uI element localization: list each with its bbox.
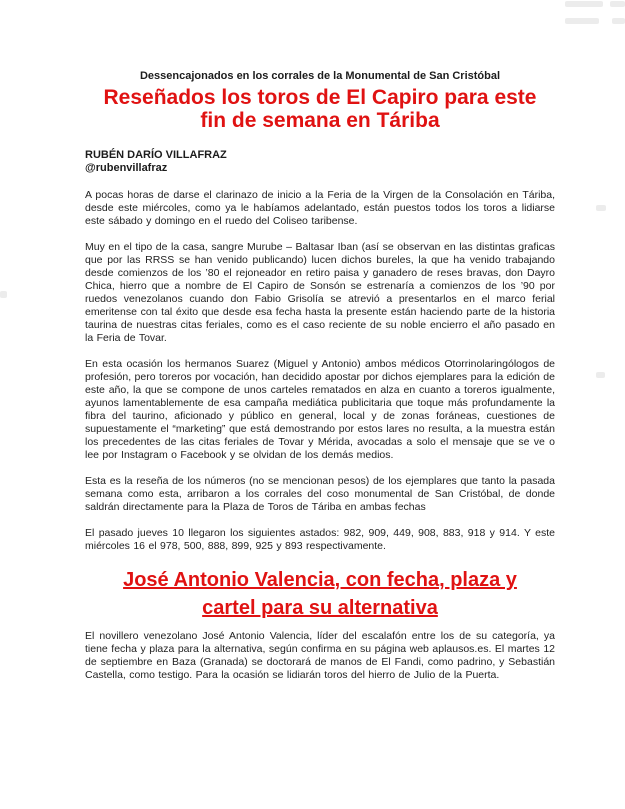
scan-artifact: [610, 1, 625, 7]
paragraph-hermanos-suarez: En esta ocasión los hermanos Suarez (Miguel y Antonio) ambos médicos Otorrinolaringólogos de profesión, pero toreros por vocación, han decidido apostar por dichos ejemplares para la edición de este año, la que se compone de unos carteles rematados en alza en cuanto a toreros igualmente, ayunos lamentablemente de esa campaña mediática publicitaria que toque más profundamente la fibra del taurino, aficionado y público en general, local y de zonas foráneas, cuestiones de supuestamente el “marketing” que está demostrando por estos lares no resulta, a la muestra están los precedentes de las citas feriales de Tovar y Mérida, avocadas a solo el mensaje que se ve o lee por Instagram o Facebook y se olvidan de los demás medios.: [85, 358, 555, 461]
scan-artifact: [0, 291, 7, 298]
author-name: RUBÉN DARÍO VILLAFRAZ: [85, 149, 227, 161]
article-content: [85, 70, 555, 695]
article-title: [85, 86, 555, 132]
subheading-line-2: cartel para su alternativa: [202, 597, 438, 619]
scan-artifact: [565, 18, 599, 24]
subheading-valencia: [85, 566, 555, 622]
scan-artifact: [596, 372, 605, 378]
paragraph-ganaderia-history: Muy en el tipo de la casa, sangre Murube – Baltasar Iban (así se observan en las distintas graficas que por las RRSS se han venido publicando) lucen dichos bureles, la que ha venido trabajando desde comienzos de los ’80 el rejoneador en retiro paisa y ganadero de reses bravas, don Dayro Chica, hierro que a nombre de El Capiro de Sonsón se estrenaría a comienzos de los ’90 por ruedos venezolanos cuando don Fabio Grisolía se atrevió a presentarlos en el marco ferial emeritense con tal éxito que desde esa fecha hasta la presente están haciendo parte de la historia taurina de nuestras citas feriales, como es el caso reciente de su noble encierro el año pasado en la Feria de Tovar.: [85, 241, 555, 344]
paragraph-resena-numeros: Esta es la reseña de los números (no se mencionan pesos) de los ejemplares que tanto la pasada semana como esta, arribaron a los corrales del coso monumental de San Cristóbal, de donde saldrán directamente para la Plaza de Toros de Táriba en ambas fechas: [85, 475, 555, 513]
scan-artifact: [596, 205, 606, 211]
article-title-line-1: Reseñados los toros de El Capiro para este: [103, 86, 537, 109]
paragraph-intro: A pocas horas de darse el clarinazo de inicio a la Feria de la Virgen de la Consolación en Táriba, desde este miércoles, como ya le habíamos adelantado, están puestos todos los toros a lidiarse este sábado y domingo en el ruedo del Coliseo taribense.: [85, 189, 555, 227]
subheading-line-1: José Antonio Valencia, con fecha, plaza y: [123, 569, 517, 591]
paragraph-valencia-alternativa: El novillero venezolano José Antonio Valencia, líder del escalafón entre los de su categoría, ya tiene fecha y plaza para la alternativa, según confirma en su página web aplausos.es. El martes 12 de septiembre en Baza (Granada) se doctorará de manos de El Fandi, como padrino, y Sebastián Castella, como testigo. Para la ocasión se lidiarán toros del hierro de Julio de la Puerta.: [85, 630, 555, 681]
byline: [85, 149, 555, 175]
scan-artifact: [612, 18, 625, 24]
paragraph-astados-list: El pasado jueves 10 llegaron los siguientes astados: 982, 909, 449, 908, 883, 918 y 914. Y este miércoles 16 el 978, 500, 888, 899, 925 y 893 respectivamente.: [85, 527, 555, 552]
scan-artifact: [565, 1, 603, 7]
article-title-line-2: fin de semana en Táriba: [200, 109, 440, 132]
kicker-line: Dessencajonados en los corrales de la Monumental de San Cristóbal: [139, 70, 501, 82]
author-handle: @rubenvillafraz: [85, 162, 168, 174]
